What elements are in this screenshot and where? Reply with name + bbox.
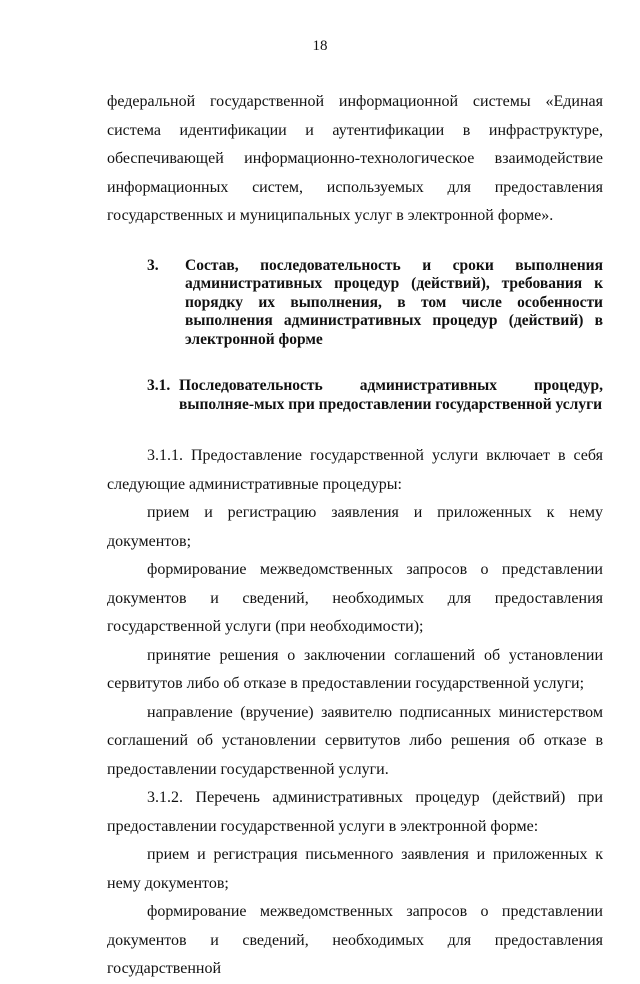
subsection-title: Последовательность административных процедур, выполняе-мых при предоставлении государственной услуги <box>179 377 603 413</box>
section-heading <box>107 257 603 350</box>
section-title: Состав, последовательность и сроки выполнения административных процедур (действий), требования к порядку их выполнения, в том числе особенности выполнения административных процедур (действий) в электронной форме <box>185 256 603 348</box>
list-item-decision: принятие решения о заключении соглашений об установлении сервитутов либо об отказе в предоставлении государственной услуги; <box>107 646 603 692</box>
subsection-heading <box>107 377 603 414</box>
paragraph-3-1-1: 3.1.1. Предоставление государственной услуги включает в себя следующие административные процедуры: <box>107 447 603 493</box>
list-item-requests-electronic: формирование межведомственных запросов о представлении документов и сведений, необходимых для предоставления государственной <box>107 903 603 977</box>
paragraph-continuation: федеральной государственной информационной системы «Единая система идентификации и аутентификации в инфраструктуре, обеспечивающей информационно-технологическое взаимодействие информационных систем, используемых для предоставления государственных и муниципальных услуг в электронной форме». <box>107 93 603 224</box>
list-item-reception: прием и регистрацию заявления и приложенных к нему документов; <box>107 504 603 550</box>
page-number: 18 <box>312 38 328 54</box>
subsection-number: 3.1. <box>147 377 171 394</box>
section-number: 3. <box>147 256 159 274</box>
paragraph-3-1-2: 3.1.2. Перечень административных процедур (действий) при предоставлении государственной услуги в электронной форме: <box>107 789 603 835</box>
list-item-requests: формирование межведомственных запросов о представлении документов и сведений, необходимых для предоставления государственной услуги (при необходимости); <box>107 561 603 635</box>
document-body <box>107 88 603 984</box>
list-item-delivery: направление (вручение) заявителю подписанных министерством соглашений об установлении сервитутов либо решения об отказе в предоставлении государственной услуги. <box>107 703 603 778</box>
list-item-written-reception: прием и регистрация письменного заявления и приложенных к нему документов; <box>107 846 603 892</box>
